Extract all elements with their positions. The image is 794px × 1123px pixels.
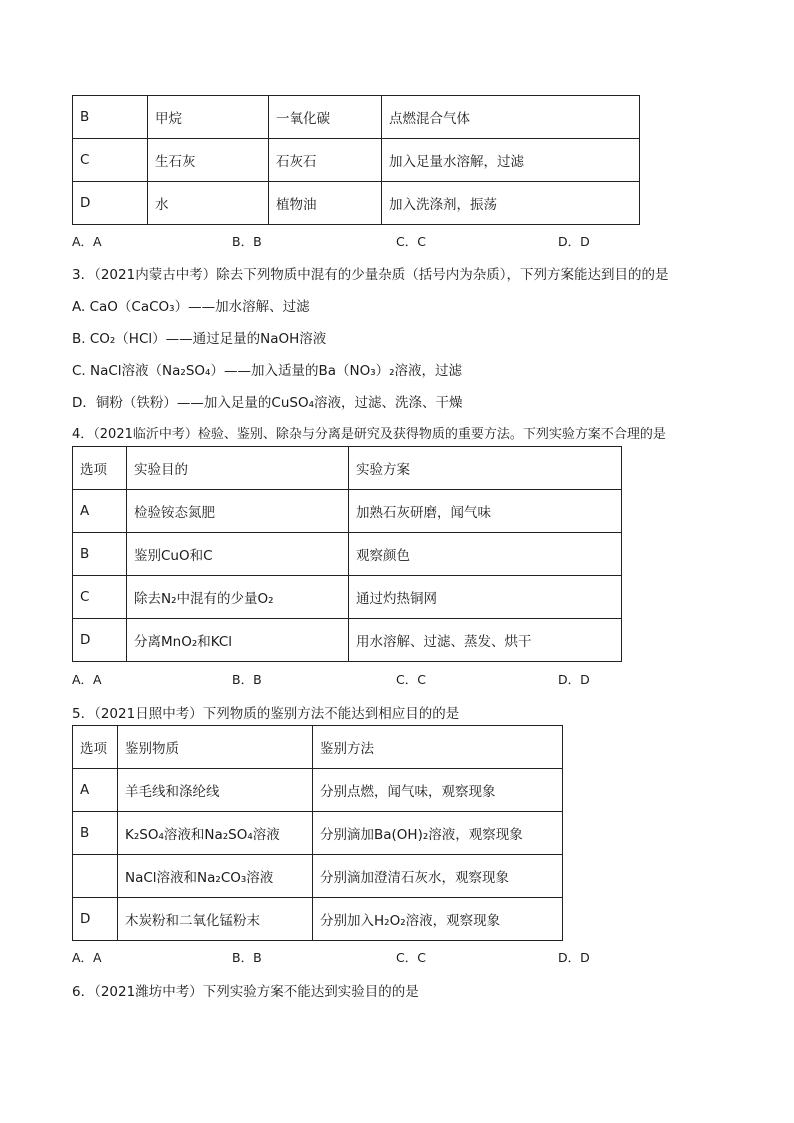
question-3-option-d: D．铜粉（铁粉）——加入足量的CuSO₄溶液，过滤、洗涤、干燥	[72, 395, 463, 411]
table-cell: 点燃混合气体	[382, 96, 640, 139]
option-d: D．D	[558, 234, 590, 249]
table-row	[73, 898, 563, 941]
table-cell	[73, 855, 118, 898]
question-5-table	[72, 725, 563, 941]
table-cell: 羊毛线和涤纶线	[118, 769, 313, 812]
table-header-cell: 鉴别物质	[118, 726, 313, 769]
table-cell: 加熟石灰研磨，闻气味	[349, 490, 622, 533]
table-cell: 分别点燃，闻气味，观察现象	[313, 769, 563, 812]
table-cell: B	[73, 533, 127, 576]
option-c: C．C	[396, 950, 426, 965]
table-cell: A	[73, 769, 118, 812]
table-cell: C	[73, 139, 148, 182]
table-cell: 鉴别CuO和C	[127, 533, 349, 576]
table-cell: 植物油	[269, 182, 382, 225]
table-cell: K₂SO₄溶液和Na₂SO₄溶液	[118, 812, 313, 855]
table-cell: 生石灰	[148, 139, 269, 182]
table-cell: A	[73, 490, 127, 533]
option-d: D．D	[558, 672, 590, 687]
table-row	[73, 769, 563, 812]
table-cell: B	[73, 96, 148, 139]
table-cell: D	[73, 619, 127, 662]
table-row	[73, 139, 640, 182]
question-6-stem: 6．（2021潍坊中考）下列实验方案不能达到实验目的的是	[72, 984, 419, 1000]
question-2-table	[72, 95, 640, 225]
table-cell: 分别加入H₂O₂溶液，观察现象	[313, 898, 563, 941]
table-cell: 加入足量水溶解，过滤	[382, 139, 640, 182]
question-4-stem: 4．（2021临沂中考）检验、鉴别、除杂与分离是研究及获得物质的重要方法。下列实验方案不合理的是	[72, 427, 666, 442]
question-3-option-b: B. CO₂（HCl）——通过足量的NaOH溶液	[72, 331, 327, 347]
table-header-row	[73, 447, 622, 490]
table-cell: 一氧化碳	[269, 96, 382, 139]
table-cell: 用水溶解、过滤、蒸发、烘干	[349, 619, 622, 662]
option-a: A．A	[72, 672, 102, 687]
table-row	[73, 96, 640, 139]
option-b: B．B	[232, 234, 262, 249]
table-cell: 甲烷	[148, 96, 269, 139]
table-cell: 除去N₂中混有的少量O₂	[127, 576, 349, 619]
table-cell: 观察颜色	[349, 533, 622, 576]
option-b: B．B	[232, 672, 262, 687]
table-header-cell: 选项	[73, 726, 118, 769]
table-header-cell: 选项	[73, 447, 127, 490]
table-row	[73, 533, 622, 576]
table-cell: 通过灼热铜网	[349, 576, 622, 619]
table-cell: 加入洗涤剂，振荡	[382, 182, 640, 225]
table-cell: 木炭粉和二氧化锰粉末	[118, 898, 313, 941]
table-cell: C	[73, 576, 127, 619]
table-row	[73, 182, 640, 225]
table-cell: D	[73, 898, 118, 941]
table-header-cell: 实验方案	[349, 447, 622, 490]
option-c: C．C	[396, 234, 426, 249]
option-d: D．D	[558, 950, 590, 965]
question-3-stem: 3．（2021内蒙古中考）除去下列物质中混有的少量杂质（括号内为杂质），下列方案能达到目的的是	[72, 267, 669, 283]
option-b: B．B	[232, 950, 262, 965]
question-5-stem: 5．（2021日照中考）下列物质的鉴别方法不能达到相应目的的是	[72, 706, 460, 722]
table-cell: B	[73, 812, 118, 855]
table-header-cell: 鉴别方法	[313, 726, 563, 769]
table-cell: 检验铵态氮肥	[127, 490, 349, 533]
table-header-row	[73, 726, 563, 769]
table-cell: NaCl溶液和Na₂CO₃溶液	[118, 855, 313, 898]
table-cell: 分别滴加澄清石灰水，观察现象	[313, 855, 563, 898]
table-row	[73, 619, 622, 662]
question-4-table	[72, 446, 622, 662]
option-c: C．C	[396, 672, 426, 687]
option-a: A．A	[72, 950, 102, 965]
table-row	[73, 576, 622, 619]
table-cell: 水	[148, 182, 269, 225]
table-cell: 石灰石	[269, 139, 382, 182]
table-row	[73, 812, 563, 855]
table-cell: 分离MnO₂和KCl	[127, 619, 349, 662]
option-a: A．A	[72, 234, 102, 249]
table-row	[73, 490, 622, 533]
table-cell: D	[73, 182, 148, 225]
table-cell: 分别滴加Ba(OH)₂溶液，观察现象	[313, 812, 563, 855]
table-header-cell: 实验目的	[127, 447, 349, 490]
question-3-option-c: C. NaCl溶液（Na₂SO₄）——加入适量的Ba（NO₃）₂溶液，过滤	[72, 363, 463, 379]
table-row	[73, 855, 563, 898]
question-3-option-a: A. CaO（CaCO₃）——加水溶解、过滤	[72, 299, 310, 315]
